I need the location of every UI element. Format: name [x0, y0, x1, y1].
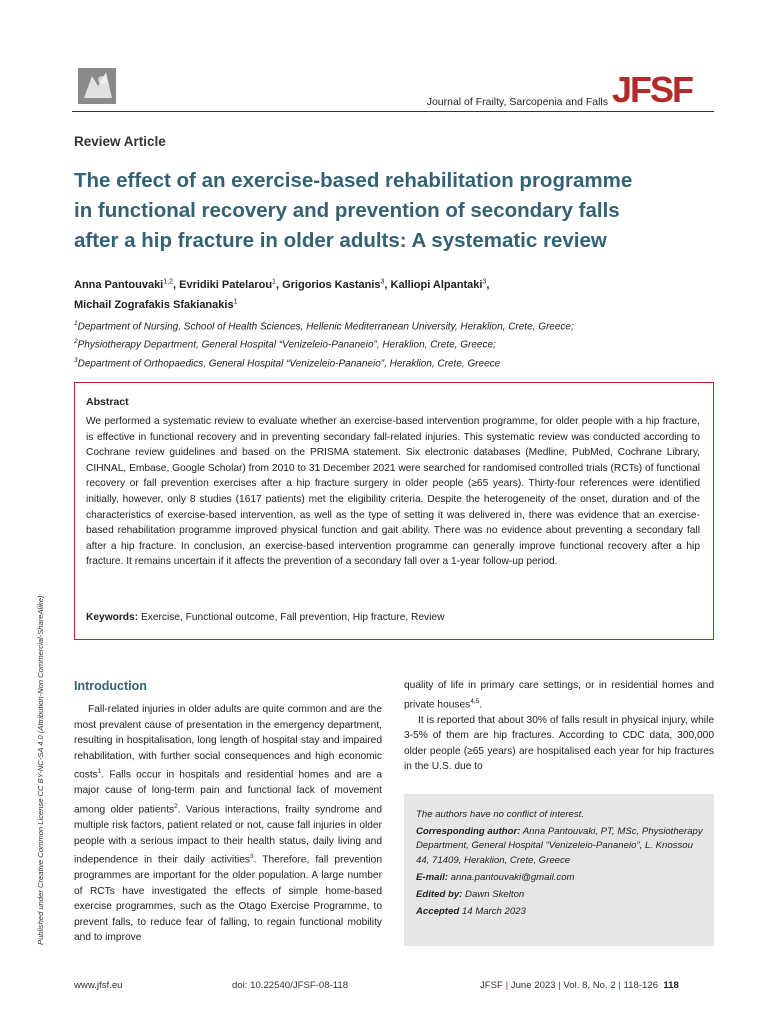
title-line: The effect of an exercise-based rehabilitation programme	[74, 169, 633, 192]
accepted-date: Accepted 14 March 2023	[416, 906, 526, 918]
footer-citation: JFSF | June 2023 | Vol. 8, No. 2 | 118-126 118	[480, 980, 679, 991]
journal-name: Journal of Frailty, Sarcopenia and Falls	[426, 96, 608, 108]
article-title	[74, 166, 724, 256]
author: Grigorios Kastanis$^3$,	[282, 278, 391, 291]
citation: 4,5	[470, 697, 480, 705]
intro-right-column	[404, 678, 714, 775]
citation: 3	[249, 853, 254, 861]
article-info	[416, 808, 706, 922]
title-line: after a hip fracture in older adults: A systematic review	[74, 229, 607, 252]
logo-text: JFSF	[612, 70, 693, 108]
citation: 2	[174, 802, 178, 810]
section-heading-introduction: Introduction	[74, 679, 147, 693]
abstract-text: We performed a systematic review to evaluate whether an exercise-based intervention programme, for older people with a hip fracture, is effective in functional recovery and in preventing secondary fall-related injuries. This systematic review was conducted according to Cochrane review guidelines and based on the PRISMA statement. Six electronic databases (Medline, PubMed, Cochrane Library, CIHNAL, Embase, Google Scholar) from 2010 to 31 December 2021 were searched for randomised controlled trials (RCTs) of functional recovery or fall prevention exercises after a hip fracture surgery in older people (≥65 years). Thirty-four references were identified initially, however, only 8 studies (1617 patients) met the eligibility criteria. Despite the heterogeneity of the onset, duration and of the characteristics of exercise-based intervention, as well as the type of setting it was delivered in, there was evidence that an exercise-based rehabilitation programme improved physical function and gait ability. There was no evidence about preventing a secondary fall after a hip fracture. In conclusion, an exercise-based intervention programme can generally improve functional recovery after a hip fracture. It remains uncertain if it affects the prevention of a secondary fall over a 1-year follow-up period.	[86, 416, 700, 568]
author: Anna Pantouvaki$^{1,2}$,	[74, 278, 180, 291]
paragraph: quality of life in primary care settings, or in residential homes and private houses$^{4,5}$.	[404, 680, 714, 710]
page-number: 118	[663, 980, 679, 991]
affiliations	[74, 316, 714, 371]
paragraph: Fall-related injuries in older adults are quite common and are the most prevalent cause of presentation in the emergency department, resulting in hospitalisation, long length of hospital stay and impaired rehabilitation, with further social consequences and high economic costs$^1$. Falls occur in hospitals and residential homes and are a major cause of long-term pain and functional lack of movement among older patients$^2$. Various interactions, frailty syndrome and multiple risk factors, patient related or not, cause fall injuries in older people with a serious impact to their health status, daily living and independence in their daily activities$^3$. Therefore, fall prevention programmes are important for the older population. A large number of RCTs have investigated the effects of simple home-based exercise programmes, such as the Otago Exercise Programme, to prevent falls, to reduce fear of falling, to regain functional mobility and to improve	[74, 704, 382, 944]
keywords-list: Exercise, Functional outcome, Fall prevention, Hip fracture, Review	[140, 612, 445, 623]
author: Michail Zografakis Sfakianakis$^1$	[74, 298, 238, 312]
author: Kalliopi Alpantaki$^3$,	[390, 278, 490, 291]
title-line: in functional recovery and prevention of secondary falls	[74, 199, 620, 222]
publisher-logo	[72, 68, 116, 104]
keywords-label: Keywords:	[86, 612, 139, 623]
license-note: Published under Creative Common License CC BY-NC-SA 4.0 (Attribution-Non Commercial-ShareAlike)	[36, 595, 45, 945]
paragraph: It is reported that about 30% of falls result in physical injury, while 3-5% of them are hip fractures. According to CDC data, 300,000 older people (≥65 years) are hospitalised each year for hip fractures in the U.S. due to	[404, 714, 714, 773]
footer-doi: doi: 10.22540/JFSF-08-118	[232, 980, 349, 991]
affiliation: $^3$Department of Orthopaedics, General Hospital “Venizeleio-Pananeio”, Heraklion, Crete, Greece	[74, 356, 501, 369]
keywords	[86, 612, 700, 623]
email-link[interactable]: anna.pantouvaki@gmail.com	[450, 871, 575, 883]
edited-by: Edited by: Dawn Skelton	[416, 889, 525, 901]
footer-website[interactable]: www.jfsf.eu	[74, 980, 123, 991]
header-rule	[72, 111, 714, 112]
article-type: Review Article	[74, 134, 166, 149]
conflict-statement: The authors have no conflict of interest.	[416, 809, 584, 820]
affiliation: $^2$Physiotherapy Department, General Hospital “Venizeleio-Pananeio”, Heraklion, Crete, Greece;	[74, 338, 496, 351]
email: E-mail: anna.pantouvaki@gmail.com	[416, 871, 575, 883]
affiliation: $^1$Department of Nursing, School of Health Sciences, Hellenic Mediterranean University, Heraklion, Crete, Greece;	[74, 320, 574, 333]
citation: 1	[97, 768, 102, 776]
intro-left-column	[74, 702, 382, 946]
jfsf-logo	[612, 70, 714, 108]
corresponding-author: Corresponding author: Anna Pantouvaki, PT, MSc, Physiotherapy Department, General Hospital “Venizeleio-Pananeio”, L. Knossou 44, 71409, Heraklion, Crete, Greece	[416, 826, 703, 866]
author: Evridiki Patelarou$^1$,	[179, 278, 283, 291]
abstract-heading: Abstract	[86, 396, 129, 408]
author-list	[74, 273, 694, 314]
